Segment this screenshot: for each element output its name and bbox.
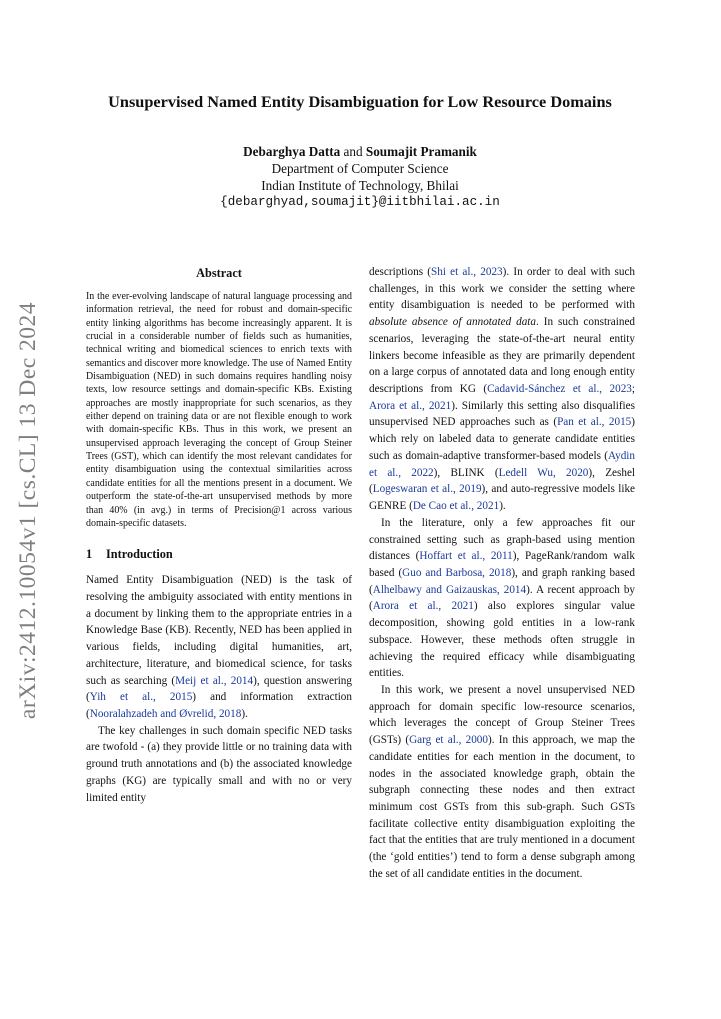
text-run: ).	[499, 500, 506, 513]
abstract-heading: Abstract	[196, 266, 242, 280]
institution: Indian Institute of Technology, Bhilai	[261, 178, 459, 193]
citation-link[interactable]: Guo and Barbosa, 2018	[402, 566, 512, 579]
citation-link[interactable]: Arora et al., 2021	[372, 600, 474, 613]
text-run: ). A recent approach by (	[369, 583, 636, 613]
text-run: ), PageRank/random walk based (	[369, 550, 636, 579]
text-run: In this work, we present a novel unsupervised NED approach for domain specific low-resource scenarios, which leverages the concept of Group Steiner Trees (GSTs) (	[369, 683, 635, 747]
author-line	[60, 143, 660, 160]
right-paragraph-2	[369, 515, 635, 682]
citation-link[interactable]: Aydin et al., 2022	[369, 449, 635, 479]
text-run: ), question answering (	[86, 674, 352, 704]
arxiv-identifier	[6, 290, 52, 730]
right-paragraph-3	[369, 682, 635, 883]
citation-link[interactable]: Alhelbawy and Gaizauskas, 2014	[372, 583, 527, 596]
citation-link[interactable]: Ledell Wu, 2020	[498, 466, 589, 479]
citation-link[interactable]: Logeswaran et al., 2019	[372, 483, 482, 496]
text-run: ).	[241, 707, 248, 720]
citation-link[interactable]: Meij et al., 2014	[175, 674, 254, 687]
text-run: ), Zeshel (	[369, 466, 636, 496]
right-paragraph-1	[369, 264, 635, 515]
citation-link[interactable]: Garg et al., 2000	[409, 734, 488, 747]
paper-title: Unsupervised Named Entity Disambiguation for Low Resource Domains	[108, 92, 612, 111]
email: {debarghyad,soumajit}@iitbhilai.ac.in	[220, 195, 500, 209]
text-run: ), and graph ranking based (	[369, 566, 635, 596]
text-run: . In such constrained scenarios, leveraging the state-of-the-art neural entity linkers become infeasible as they are primarily dependent on a large corpus of annotated data and long enough entity descriptions from KG (	[369, 316, 635, 396]
intro-paragraph-2: The key challenges in such domain specific NED tasks are twofold - (a) they provide little or no training data with ground truth annotations and (b) the associated knowledge graphs (KG) are typically small and with no or very limited entity	[86, 724, 352, 804]
text-run: In the literature, only a few approaches fit our constrained setting such as graph-based using mention distances (	[369, 516, 635, 563]
citation-link[interactable]: Hoffart et al., 2011	[419, 550, 513, 563]
text-run: descriptions (	[369, 266, 431, 278]
text-run: ), BLINK (	[433, 466, 499, 479]
author-1: Debarghya Datta	[243, 144, 341, 159]
text-run: ) and information extraction (	[86, 691, 352, 720]
text-run: Named Entity Disambiguation (NED) is the task of resolving the ambiguity associated with entity mentions in a document by linking them to the appropriate entries in a Knowledge Base (KB). Recently, NED has been applied in various fields, including digital humanities, art, architecture, literature, and biomedical science, for tasks such as searching (	[86, 574, 352, 687]
emphasis-text: absolute absence of annotated data	[369, 316, 537, 329]
text-run: ). Similarly this setting also disqualifies unsupervised NED approaches such as (	[369, 399, 635, 429]
abstract-text: In the ever-evolving landscape of natural language processing and information retrieval, the need for robust and domain-specific entity linking algorithms has become increasingly apparent. It is crucial in a considerable number of fields such as humanities, technical writing and biomedical sciences to enrich texts with semantics and discover more knowledge. The use of Named Entity Disambiguation (NED) in such domains requires handling noisy texts, low resource settings and domain-specific KBs. Existing approaches are mostly inappropriate for such scenarios, as they either depend on training data or are not flexible enough to work with domain-specific KBs. Thus in this work, we present an unsupervised approach leveraging the concept of Group Steiner Trees (GST), which can identify the most relevant candidates for entity disambiguation using the contextual similarities across candidate entities for all the mentions present in a document. We outperform the state-of-the-art unsupervised methods by more than 40% (in avg.) in terms of Precision@1 across various domain-specific datasets.	[86, 291, 352, 529]
citation-link[interactable]: Yih et al., 2015	[89, 691, 193, 704]
citation-link[interactable]: Arora et al., 2021	[369, 399, 452, 412]
text-run: ) also explores singular value decomposition, showing gold entities in a low-rank subspace. However, these methods often struggle in achieving the required efficacy while disambiguating entities.	[369, 600, 635, 680]
intro-paragraph-1	[86, 572, 352, 722]
text-run: ;	[631, 383, 635, 396]
text-run: ). In order to deal with such challenges, in this work we consider the setting where entity disambiguation is needed to be performed with	[369, 266, 635, 312]
citation-link[interactable]: Pan et al., 2015	[557, 416, 632, 429]
text-run: ) which rely on labeled data to generate candidate entities such as domain-adaptive transformer-based models (	[369, 416, 635, 462]
section-title: Introduction	[106, 547, 173, 562]
text-run: ), and auto-regressive models like GENRE (	[369, 483, 636, 513]
text-run: ). In this approach, we map the candidate entities for each mention in the document, to nodes in the associated knowledge graph, obtain the subgraph connecting these nodes and then extract minimum cost GSTs from this sub-graph. Such GSTs facilitate collective entity disambiguation exploiting the fact that the entities that are truly mentioned in a document (the ‘gold entities’) tend to form a dense subgraph among the set of all candidate entities in the document.	[369, 734, 636, 880]
author-block	[60, 143, 660, 211]
citation-link[interactable]: Nooralahzadeh and Øvrelid, 2018	[89, 707, 242, 720]
author-and: and	[343, 144, 363, 159]
arxiv-id-text: arXiv:2412.10054v1 [cs.CL] 13 Dec 2024	[15, 301, 42, 719]
citation-link[interactable]: De Cao et al., 2021	[412, 500, 500, 513]
section-heading-introduction	[86, 545, 352, 563]
citation-link[interactable]: Shi et al., 2023	[431, 266, 503, 278]
left-column	[86, 264, 352, 806]
paper-header	[60, 92, 660, 211]
author-2: Soumajit Pramanik	[365, 144, 477, 159]
section-number: 1	[86, 547, 93, 562]
right-column	[369, 264, 635, 883]
department: Department of Computer Science	[271, 161, 449, 176]
citation-link[interactable]: Cadavid-Sánchez et al., 2023	[487, 383, 632, 396]
